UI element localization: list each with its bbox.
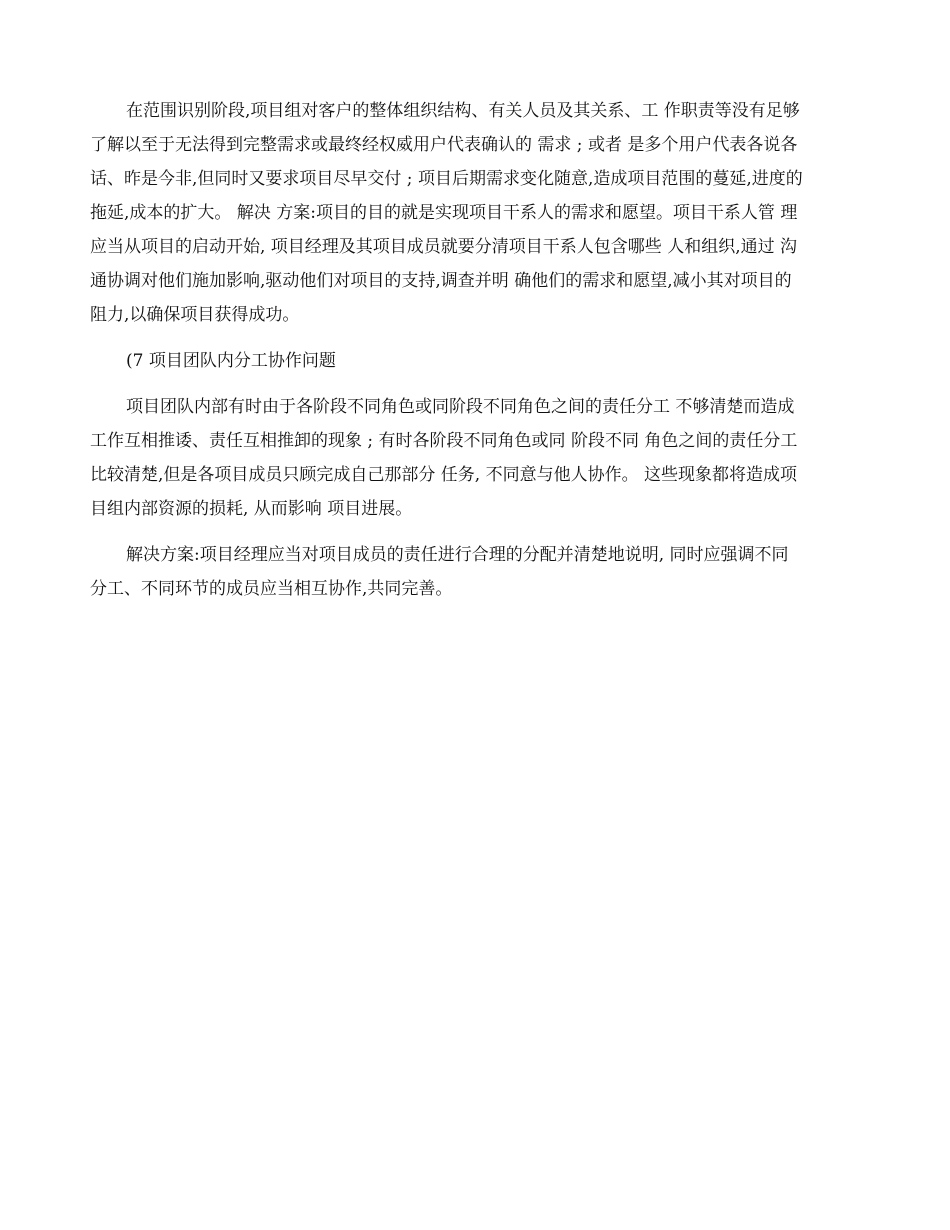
heading-text: (7 项目团队内分工协作问题 (126, 351, 336, 371)
paragraph-solution (90, 538, 860, 606)
paragraph-gap (90, 332, 860, 344)
document-body (90, 94, 860, 606)
text-line: 分工、不同环节的成员应当相互协作,共同完善。 (90, 579, 453, 599)
text-line: 工作互相推诿、责任互相推卸的现象 ; 有时各阶段不同角色或同 阶段不同 角色之间的责任分工 (90, 431, 798, 451)
paragraph-team-collaboration (90, 390, 860, 526)
text-line: 目组内部资源的损耗, 从而影响 项目进展。 (90, 499, 413, 519)
text-line: 通协调对他们施加影响,驱动他们对项目的支持,调查并明 确他们的需求和愿望,减小其对项目的 (90, 271, 792, 291)
paragraph-gap (90, 378, 860, 390)
text-line: 拖延,成本的扩大。 解决 方案:项目的目的就是实现项目干系人的需求和愿望。项目干系人管 理 (90, 203, 798, 223)
text-line: 了解以至于无法得到完整需求或最终经权威用户代表确认的 需求 ; 或者 是多个用户代表各说各 (90, 135, 798, 155)
paragraph-scope-identification (90, 94, 860, 332)
text-line: 在范围识别阶段,项目组对客户的整体组织结构、有关人员及其关系、工 作职责等没有足够 (126, 101, 800, 121)
text-line: 解决方案:项目经理应当对项目成员的责任进行合理的分配并清楚地说明, 同时应强调不同 (126, 545, 789, 565)
text-line: 比较清楚,但是各项目成员只顾完成自己那部分 任务, 不同意与他人协作。 这些现象都将造成项 (90, 465, 798, 485)
section-heading (90, 344, 860, 378)
text-line: 项目团队内部有时由于各阶段不同角色或同阶段不同角色之间的责任分工 不够清楚而造成 (126, 397, 795, 417)
text-line: 阻力,以确保项目获得成功。 (90, 305, 300, 325)
text-line: 应当从项目的启动开始, 项目经理及其项目成员就要分清项目干系人包含哪些 人和组织,通过 沟 (90, 237, 798, 257)
paragraph-gap (90, 526, 860, 538)
text-line: 话、昨是今非,但同时又要求项目尽早交付 ; 项目后期需求变化随意,造成项目范围的蔓延,进度的 (90, 169, 803, 189)
